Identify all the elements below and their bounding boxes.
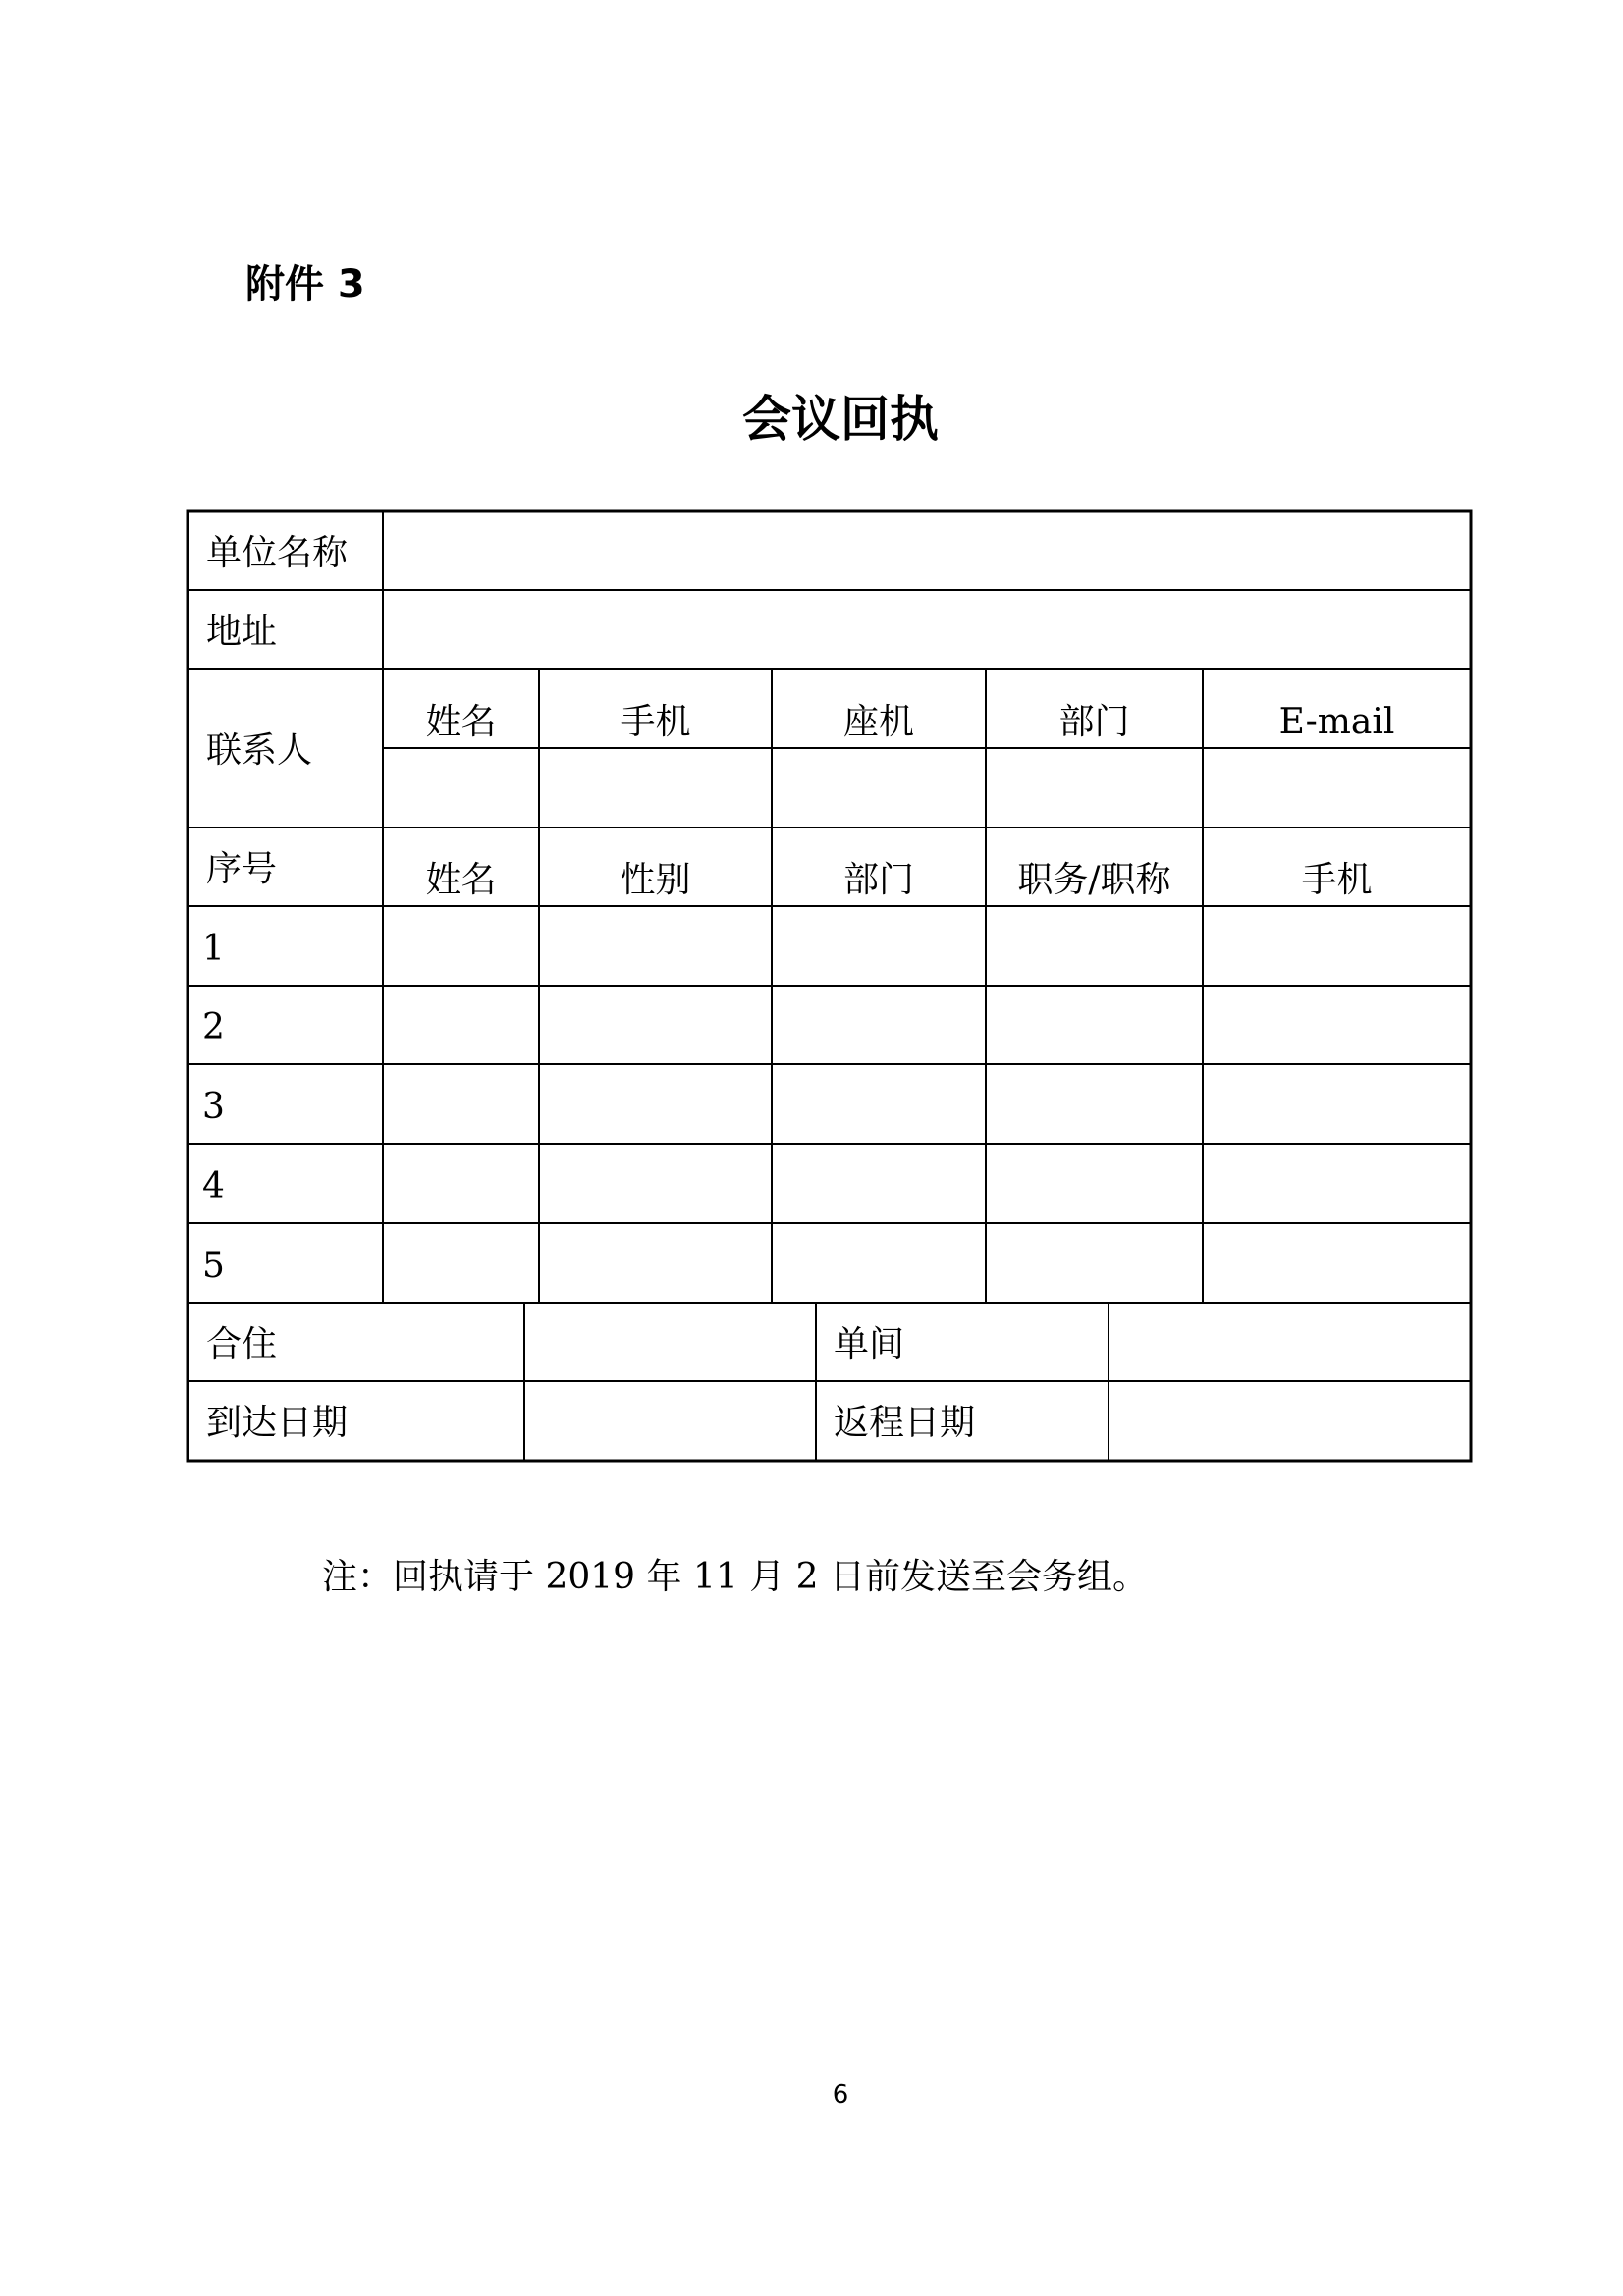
row-number: 4 xyxy=(202,1166,225,1206)
row-number: 2 xyxy=(202,1007,225,1047)
attendee-header-name: 姓名 xyxy=(425,860,497,900)
contact-header-landline: 座机 xyxy=(842,702,914,742)
contact-header-name: 姓名 xyxy=(425,702,497,742)
contact-header-email: E-mail xyxy=(1278,702,1395,742)
label-shared-room: 合住 xyxy=(206,1324,278,1364)
contact-header-department: 部门 xyxy=(1058,702,1130,742)
page-number: 6 xyxy=(832,2080,849,2109)
label-return-date: 返程日期 xyxy=(834,1403,976,1443)
label-address: 地址 xyxy=(206,612,278,652)
attendee-header-gender: 性别 xyxy=(620,860,691,900)
label-single-room: 单间 xyxy=(834,1324,905,1364)
attendee-header-title: 职务/职称 xyxy=(1017,860,1171,900)
submission-note: 注：回执请于 2019 年 11 月 2 日前发送至会务组。 xyxy=(322,1557,1148,1597)
row-number: 1 xyxy=(202,929,225,969)
label-unit-name: 单位名称 xyxy=(206,533,349,573)
contact-header-mobile: 手机 xyxy=(620,702,691,742)
label-seq: 序号 xyxy=(206,849,278,889)
annex-label: 附件 3 xyxy=(245,262,365,307)
row-number: 5 xyxy=(202,1246,225,1286)
label-arrival-date: 到达日期 xyxy=(206,1403,349,1443)
label-contact: 联系人 xyxy=(206,730,313,771)
row-number: 3 xyxy=(202,1087,225,1127)
attendee-header-department: 部门 xyxy=(842,860,914,900)
page-title: 会议回执 xyxy=(742,391,939,448)
attendee-header-mobile: 手机 xyxy=(1301,860,1373,900)
